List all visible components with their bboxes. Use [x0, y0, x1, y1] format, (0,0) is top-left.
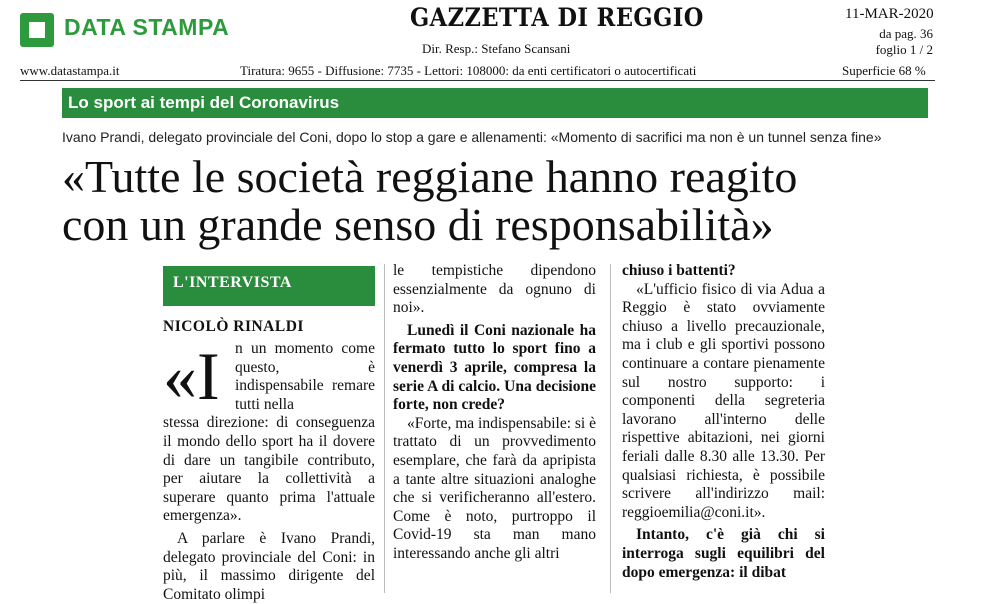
surface-percentage: Superficie 68 %	[842, 63, 926, 78]
page-meta	[876, 26, 933, 58]
article-author: NICOLÒ RINALDI	[163, 318, 304, 335]
headline-line-1: «Tutte le società reggiane hanno reagito	[62, 151, 798, 202]
interview-question-2: Intanto, c'è già chi si interroga sugli equilibri del dopo emergenza: il dibat	[622, 526, 825, 581]
headline-line-2: con un grande senso di responsabilità»	[62, 199, 774, 250]
column-2-paragraph-1: le tempistiche dipendono essenzialmente da ognuno di noi».	[393, 262, 596, 317]
column-1-body: stessa direzione: di conseguenza il mondo dello sport ha il dovere di dare un tangibile contributo, per aiutare la collettività a superare quanto prima l'attuale emergenza».	[163, 414, 375, 525]
article-headline	[62, 153, 797, 249]
datastampa-logo-icon	[20, 13, 54, 47]
article-kicker: Ivano Prandi, delegato provinciale del Coni, dopo lo stop a gare e allenamenti: «Momento di sacrifici ma non è un tunnel senza fine»	[62, 129, 882, 145]
logo-text: DATA STAMPA	[64, 14, 230, 40]
article-column-2	[393, 262, 596, 564]
lead-paragraph: n un momento come questo, è indispensabile remare tutti nella	[235, 340, 375, 413]
header-divider	[20, 80, 935, 81]
interview-question-end: chiuso i battenti?	[622, 262, 736, 279]
publication-date: 11-MAR-2020	[845, 6, 934, 22]
article-column-3	[622, 262, 825, 582]
interview-label-box	[163, 266, 375, 306]
interview-question-1: Lunedì il Coni nazionale ha fermato tutto lo sport fino a venerdì 3 aprile, compresa la serie A di calcio. Una decisione forte, non crede?	[393, 321, 596, 414]
newspaper-masthead: GAZZETTA DI REGGIO	[410, 3, 704, 32]
sheet-number: foglio 1 / 2	[875, 42, 933, 57]
column-3-paragraph-1: «L'ufficio fisico di via Adua a Reggio è stato ovviamente chiuso a livello precauzionale, ma i club e gli sportivi possono continuare a contare pienamente sul nostro supporto: i componenti della segreteria lavorano all'interno delle rispettive abitazioni, nei giorni feriali dalle 8.30 alle 13.30. Per qualsiasi richiesta, è possibile scrivere all'indirizzo mail: reggioemilia@coni.it».	[622, 280, 825, 521]
interview-label: L'INTERVISTA	[173, 274, 292, 291]
drop-cap: «I	[163, 338, 220, 414]
page-number: da pag. 36	[879, 26, 933, 41]
column-divider	[610, 264, 611, 593]
section-banner	[62, 88, 928, 118]
director-responsible: Dir. Resp.: Stefano Scansani	[422, 41, 571, 56]
article-column-1	[163, 340, 375, 604]
section-title: Lo sport ai tempi del Coronavirus	[68, 93, 340, 112]
circulation-info: Tiratura: 9655 - Diffusione: 7735 - Lettori: 108000: da enti certificatori o autocertificati	[240, 63, 697, 78]
website-link[interactable]: www.datastampa.it	[20, 63, 120, 78]
column-2-paragraph-2: «Forte, ma indispensabile: si è trattato di un provvedimento esemplare, che farà da apripista a tante altre situazioni analoghe che si verificheranno all'estero. Come è noto, purtroppo il Covid-19 sta man mano interessando anche gli altri	[393, 414, 596, 562]
column-divider	[384, 264, 385, 593]
column-1-paragraph-2: A parlare è Ivano Prandi, delegato provinciale del Coni: in più, il massimo dirigente del Comitato olimpi	[163, 529, 375, 603]
